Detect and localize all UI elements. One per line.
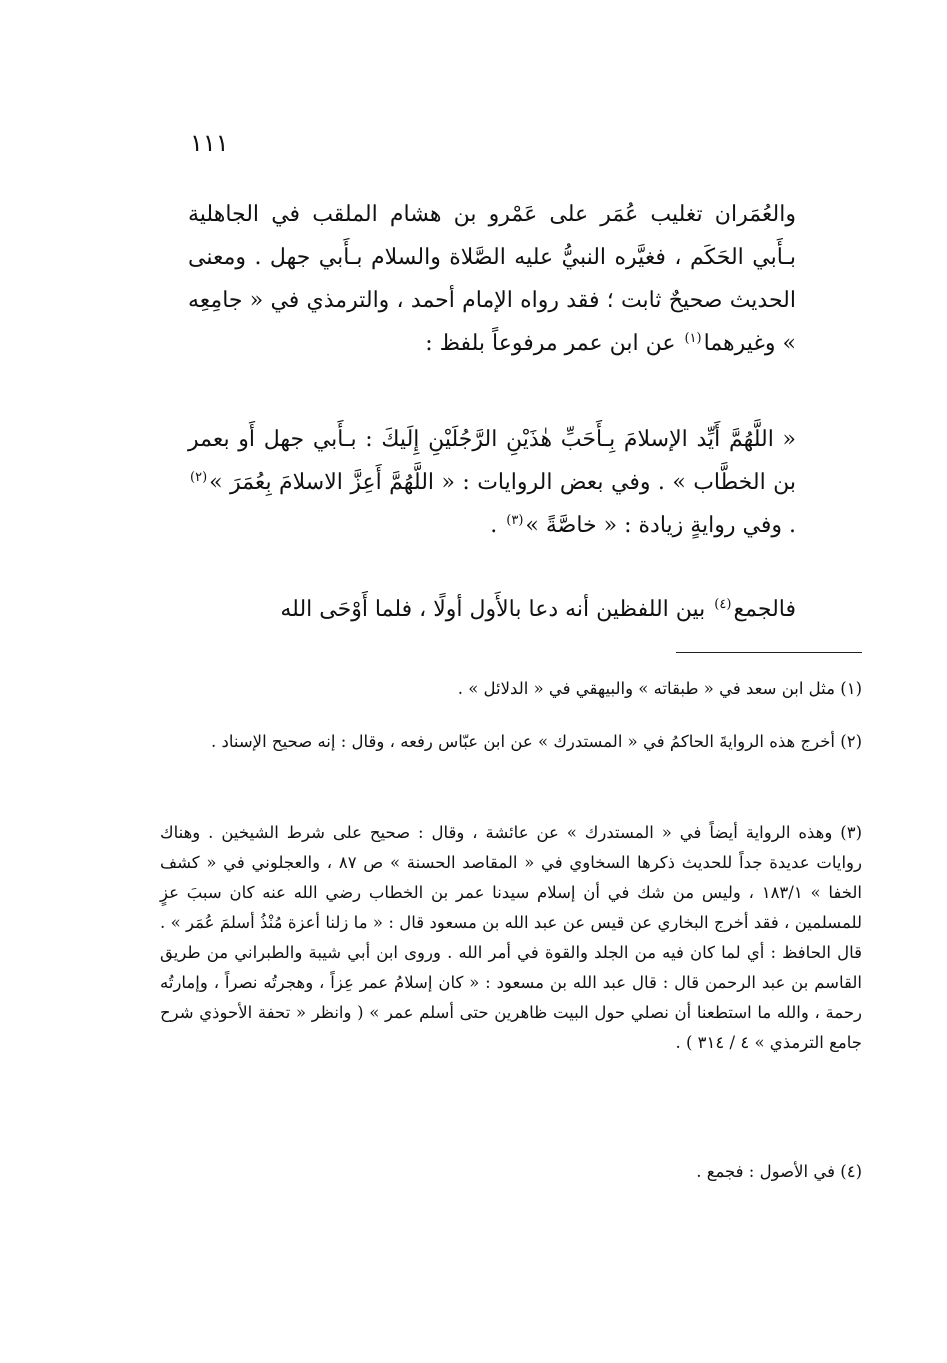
paragraph-umaran [188, 193, 796, 365]
footnote-ref-4: (٤) [714, 596, 732, 612]
paragraph-text: فالجمع [733, 597, 796, 622]
page-number: ١١١ [190, 129, 229, 157]
hadith-end: . [490, 513, 505, 538]
footnote-3: (٣) وهذه الرواية أيضاً في « المستدرك » عن عائشة ، وقال : صحيح على شرط الشيخين . وهناك روايات عديدة جداً للحديث ذكرها السخاوي في « المقاصد الحسنة » ص ٨٧ ، والعجلوني في « كشف الخفا » ١٨٣/١ ، وليس من شك في أن إسلام سيدنا عمر بن الخطاب رضي الله عنه كان سببَ عزٍ للمسلمين ، فقد أخرج البخاري عن قيس عن عبد الله بن مسعود قال : « ما زلنا أعزة مُنْذُ أسلمَ عُمَر » . قال الحافظ : أي لما كان فيه من الجلد والقوة في أمر الله . وروى ابن أبي شيبة والطبراني من طريق القاسم بن عبد الرحمن قال : قال عبد الله بن مسعود : « كان إسلامُ عمر عِزاً ، وهجرتُه نصراً ، وإمارتُه رحمة ، والله ما استطعنا أن نصلي حول البيت ظاهرين حتى أسلم عمر » ( وانظر « تحفة الأحوذي شرح جامع الترمذي » ٤ / ٣١٤ ) . [160, 823, 862, 1052]
paragraph-tail: بين اللفظين أنه دعا بالأَول أولًا ، فلما أَوْحَى الله [280, 597, 713, 622]
footnote-4: (٤) في الأصول : فجمع . [696, 1162, 862, 1181]
footnote-ref-3: (٣) [506, 512, 524, 528]
paragraph-tail: عن ابن عمر مرفوعاً بلفظ : [425, 331, 683, 356]
hadith-text: « اللَّهُمَّ أَيِّد الإسلامَ بِـأَحَبِّ هٰذَيْنِ الرَّجُلَيْنِ إِلَيكَ : بـأَبي جهل أَو بعمر بن الخطَّاب » . وفي بعض الروايات : « اللَّهُمَّ أَعِزَّ الاسلامَ بِعُمَرَ » [188, 427, 796, 495]
footnote-1: (١) مثل ابن سعد في « طبقاته » والبيهقي في « الدلائل » . [457, 679, 862, 698]
footnote-2: (٢) أخرج هذه الروايةَ الحاكمُ في « المستدرك » عن ابن عبّاس رفعه ، وقال : إنه صحيح الإسناد . [211, 732, 862, 751]
footnote-ref-1: (١) [684, 330, 702, 346]
paragraph-hadith [188, 418, 796, 547]
paragraph-text: والعُمَران تغليب عُمَر على عَمْرو بن هشام الملقب في الجاهلية بـأَبي الحَكَم ، فغيَّره النبيُّ عليه الصَّلاة والسلام بـأَبي جهل . ومعنى الحديث صحيحٌ ثابت ؛ فقد رواه الإمام أحمد ، والترمذي في « جامِعِه » وغيرهما [188, 202, 796, 356]
footnote-separator [676, 652, 862, 653]
footnote-ref-2: (٢) [190, 469, 208, 485]
hadith-tail: . وفي روايةٍ زيادة : « خاصَّةً » [525, 513, 796, 538]
paragraph-jam [188, 588, 796, 631]
